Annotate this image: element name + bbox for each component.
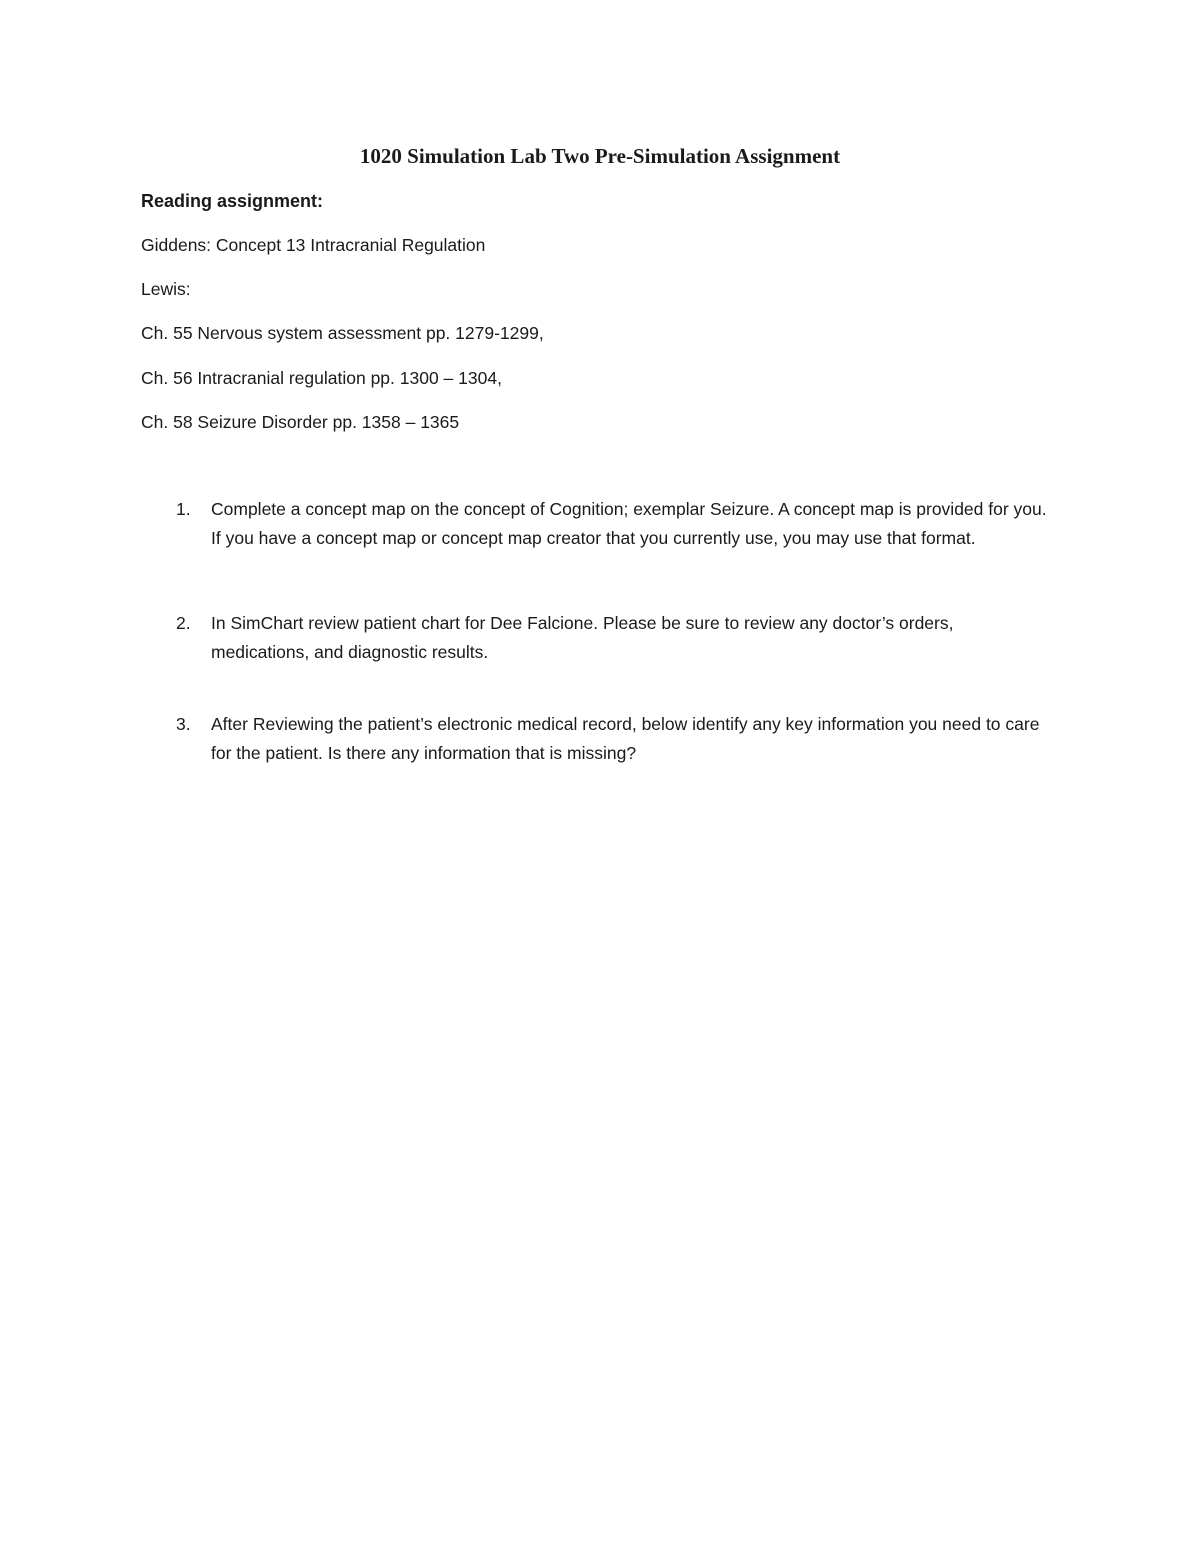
reading-line-ch58: Ch. 58 Seizure Disorder pp. 1358 – 1365 [141, 412, 460, 432]
reading-assignment-heading: Reading assignment: [141, 191, 324, 211]
list-item-number: 2. [176, 613, 191, 633]
list-item-number: 1. [176, 499, 191, 519]
reading-line-giddens: Giddens: Concept 13 Intracranial Regulation [141, 235, 486, 255]
list-item-text: In SimChart review patient chart for Dee Falcione. Please be sure to review any doctor’s orders, medications, and diagnostic results. [211, 613, 954, 662]
list-item-text: Complete a concept map on the concept of Cognition; exemplar Seizure. A concept map is provided for you. If you have a concept map or concept map creator that you currently use, you may use that format. [211, 499, 1047, 548]
reading-line-ch55: Ch. 55 Nervous system assessment pp. 1279-1299, [141, 323, 544, 343]
reading-line-lewis: Lewis: [141, 279, 191, 299]
document-title: 1020 Simulation Lab Two Pre-Simulation Assignment [359, 144, 841, 168]
list-item-number: 3. [176, 714, 191, 734]
reading-line-ch56: Ch. 56 Intracranial regulation pp. 1300 – 1304, [141, 368, 502, 388]
list-item-text: After Reviewing the patient’s electronic medical record, below identify any key information you need to care for the patient. Is there any information that is missing? [211, 714, 1040, 763]
